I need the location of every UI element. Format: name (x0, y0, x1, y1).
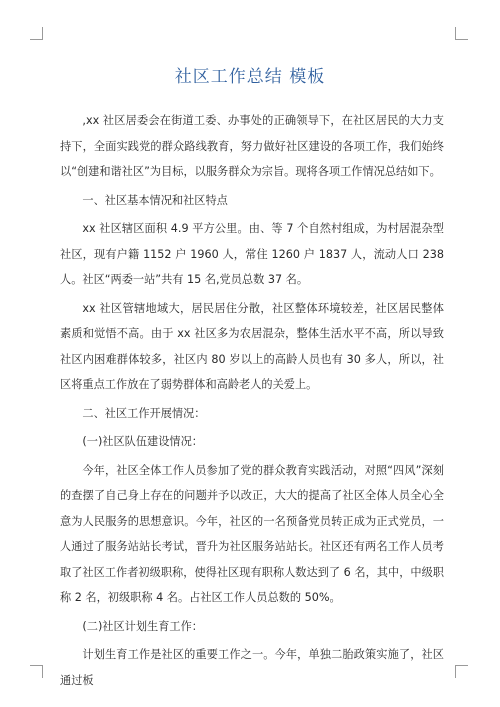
crop-mark-top-right (455, 27, 468, 40)
crop-mark-bottom-left (30, 665, 43, 678)
subsection-heading-2: (二)社区计划生育工作： (82, 619, 203, 633)
paragraph-area-info: xx 社区辖区面积 4.9 平方公里。由、等 7 个自然村组成，为村居混杂型社区，现有户籍 1152 户 1960 人，常住 1260 户 1837 人，流动人口 238 人。社区“两委一站”共有 15 名,党员总数 37 名。 (60, 222, 444, 286)
crop-mark-bottom-right (455, 665, 468, 678)
section-heading-1: 一、社区基本情况和社区特点 (82, 193, 228, 207)
intro-paragraph: ,xx 社区居委会在街道工委、办事处的正确领导下，在社区居民的大力支持下，全面实践党的群众路线教育，努力做好社区建设的各项工作，我们始终以“创建和谐社区”为目标，以服务群众为宗旨。现将各项工作情况总结如下。 (60, 114, 444, 178)
document-title: 社区工作总结 模板 (174, 67, 326, 87)
section-heading-2: 二、社区工作开展情况： (82, 406, 206, 420)
subsection-heading-1: (一)社区队伍建设情况： (82, 435, 203, 448)
document-body (60, 108, 444, 696)
paragraph-team-building: 今年，社区全体工作人员参加了党的群众教育实践活动，对照“四风”深刻的查摆了自己身上存在的问题并予以改正，大大的提高了社区全体人员全心全意为人民服务的思想意识。今年，社区的一名预备党员转正成为正式党员，一人通过了服务站站长考试，晋升为社区服务站站长。社区还有两名工作人员考取了社区工作者初级职称，使得社区现有职称人数达到了 6 名，其中，中级职称 2 名，初级职称 4 名。占社区工作人员总数的 50%。 (60, 463, 444, 604)
crop-mark-top-left (30, 27, 43, 40)
paragraph-community-features: xx 社区管辖地域大，居民居住分散，社区整体环境较差，社区居民整体素质和觉悟不高。由于 xx 社区多为农居混杂，整体生活水平不高，所以导致社区内困难群体较多，社区内 80 岁以上的高龄人员也有 30 多人，所以，社区将重点工作放在了弱势群体和高龄老人的关爱上。 (60, 301, 444, 391)
paragraph-family-planning: 计划生育工作是社区的重要工作之一。今年，单独二胎政策实施了，社区通过板 (60, 648, 444, 687)
